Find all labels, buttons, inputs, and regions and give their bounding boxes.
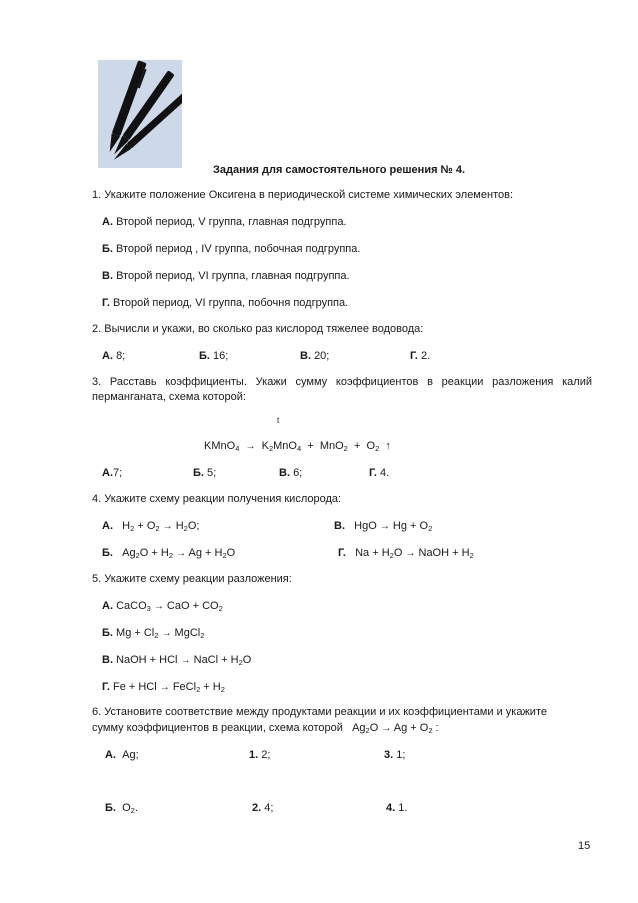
arrow-icon: → [405,548,416,559]
q1-option-d: Г. Второй период, VI группа, побочня подгруппа. [102,297,349,309]
q1-option-c: В. Второй период, VI группа, главная подгруппа. [102,270,350,282]
arrow-icon: → [153,601,164,612]
arrow-icon: → [245,441,256,452]
q2-option-b: Б. 16; [199,350,229,362]
q2-option-c: В. 20; [300,350,330,362]
q4-option-d: Г. $Na + H_2O$ → NaOH + $H_2$ [338,547,474,560]
question-4: 4. Укажите схему реакции получения кислорода: [92,493,342,505]
q2-option-d: Г. 2. [410,350,431,362]
q4-option-c: Б. $Ag_2O + H_2 \to Ag + H_2O$ [102,547,236,560]
arrow-icon: → [176,548,187,559]
question-6-line-2: сумму коэффициентов в реакции, схема которой $Ag_2O \to Ag + O_2$ : [92,722,439,735]
q6-coeff-3: 3. 1; [384,749,406,761]
pens-logo [98,60,182,168]
q3-option-a: А.7; [102,467,123,479]
page-title: Задания для самостоятельного решения № 4. [213,164,466,176]
q4-option-a: А. $H_2 + O_2 \to H_2O$; [102,520,200,533]
q2-option-a: А. 8; [102,350,126,362]
question-1: 1. Укажите положение Оксигена в периодической системе химических элементов: [92,189,513,201]
q3-equation: KMnO$_4$ → $K_2MnO_4 + MnO_2 + O_2$ ↑ [204,440,391,453]
q6-coeff-2: 2. 4; [252,802,274,814]
arrow-icon: → [161,628,172,639]
question-5: 5. Укажите схему реакции разложения: [92,573,292,585]
q3-option-b: Б. 5; [193,467,217,479]
q1-option-a: А. Второй период, V группа, главная подгруппа. [102,216,347,228]
q5-option-b: Б. $Mg + Cl_2$ → MgCl$_2$ [102,627,205,640]
arrow-icon: → [381,723,392,734]
q5-option-d: Г. Fe + HCl → FeCl$_2$ + $H_2$ [102,681,225,694]
gas-arrow-icon: ↑ [385,440,391,452]
page-number: 15 [578,840,591,852]
arrow-icon: → [162,521,173,532]
q5-option-a: А. CaCO$_3$ → CaO + $CO_2$ [102,600,223,613]
q6-coeff-4: 4. 1. [386,802,408,814]
arrow-icon: → [159,682,170,693]
q1-option-b: Б. Второй период , IV группа, побочная подгруппа. [102,243,361,255]
q4-option-b: В. HgO → $Hg + O_2$ [334,520,433,533]
q5-option-c: В. NaOH + HCl → NaCl + $H_2O$ [102,654,252,667]
q6-product-a: А. Ag; [105,749,139,761]
arrow-icon: → [379,521,390,532]
q6-coeff-1: 1. 2; [249,749,271,761]
q3-option-d: Г. 4. [369,467,390,479]
question-3: 3. Расставь коэффициенты. Укажи сумму коэффициентов в реакции разложения калий перманганата, схема которой: [92,376,592,403]
q3-option-c: В. 6; [279,467,303,479]
question-2: 2. Вычисли и укажи, во сколько раз кислород тяжелее водовода: [92,323,424,335]
question-6-line-1: 6. Установите соответствие между продуктами реакции и их коэффициентами и укажите [92,706,547,718]
q6-product-b: Б. $O_2$. [105,802,138,815]
arrow-icon: → [180,655,191,666]
pens-icon [98,60,182,168]
q3-condition: t [277,416,280,425]
